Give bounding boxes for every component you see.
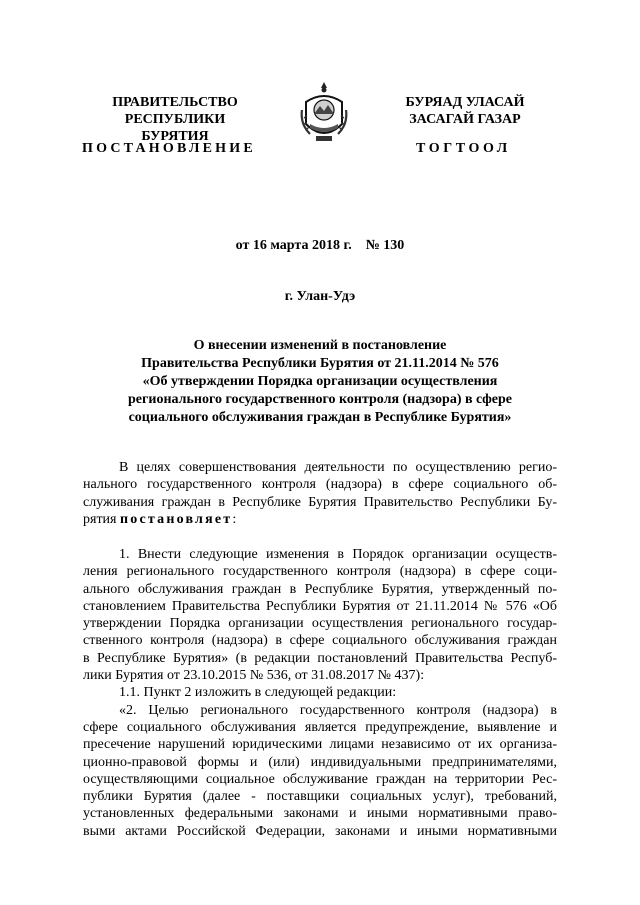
document-date-number: от 16 марта 2018 г. № 130: [235, 238, 405, 253]
header-left: [90, 94, 260, 145]
title-line: Правительства Республики Бурятия от 21.11.2014 № 576: [141, 356, 499, 371]
header-left-line1: ПРАВИТЕЛЬСТВО: [112, 95, 238, 110]
document-city: г. Улан-Удэ: [284, 289, 356, 304]
text-line: пресечение нарушений юридическими лицами независимо от их организа-: [83, 737, 557, 753]
text-line: утверждении Порядка организации осуществления регионального государ-: [83, 616, 557, 632]
text-line: рятия: [83, 511, 117, 527]
text-line: становлением Правительства Республики Бурятия от 21.11.2014 № 576 «Об: [83, 598, 557, 614]
header-right-line1: БУРЯАД УЛАСАЙ: [405, 95, 525, 110]
text-line: ционно-правовой формы и (или) индивидуальными предпринимателями,: [83, 754, 557, 770]
header-left-line2: РЕСПУБЛИКИ БУРЯТИЯ: [124, 112, 226, 144]
text-line: в Республике Бурятия» (в редакции постановлений Правительства Респуб-: [83, 650, 557, 666]
coat-of-arms-icon: [300, 80, 348, 144]
text-line: лики Бурятия от 23.10.2015 № 536, от 31.08.2017 № 437):: [83, 668, 425, 684]
title-line: регионального государственного контроля (надзора) в сфере: [128, 392, 512, 407]
title-line: О внесении изменений в постановление: [193, 338, 447, 353]
text-line: осуществляющими социальное обслуживание граждан на территории Рес-: [83, 771, 557, 787]
text-line-final: [83, 511, 557, 528]
paragraph-amendments: [83, 546, 557, 840]
title-line: «Об утверждении Порядка организации осуществления: [142, 374, 498, 389]
text-line: ления регионального государственного контроля (надзора) в сфере соци-: [83, 564, 557, 580]
text-line: служивания граждан в Республике Бурятия Правительство Республики Бу-: [83, 494, 557, 510]
text-line: выми актами Российской Федерации, законами и иными нормативными: [83, 823, 557, 839]
text-line: сфере социального обслуживания является предупреждение, выявление и: [83, 719, 557, 735]
text-line: «2. Целью регионального государственного контроля (надзора) в: [119, 702, 557, 718]
header-right-doc-type: ТОГТООЛ: [416, 141, 511, 156]
text-line: В целях совершенствования деятельности по осуществлению регио-: [119, 460, 557, 475]
paragraph-preamble: [83, 459, 557, 528]
header-right-line2: ЗАСАГАЙ ГАЗАР: [409, 112, 521, 127]
text-line: ственного контроля (надзора) в сфере социального обслуживания граждан: [83, 633, 557, 649]
header-left-doc-type: ПОСТАНОВЛЕНИЕ: [82, 141, 256, 156]
text-line: ального обслуживания граждан в Республике Бурятия, утвержденный по-: [83, 581, 557, 597]
text-line: нального государственного контроля (надзора) в сфере социального об-: [83, 477, 557, 493]
document-title: [80, 337, 560, 427]
title-line: социального обслуживания граждан в Республике Бурятия»: [128, 410, 512, 425]
text-line: 1. Внести следующие изменения в Порядок организации осуществ-: [119, 547, 557, 562]
header-right: [380, 94, 550, 128]
punctuation: :: [232, 511, 237, 527]
text-line: публики Бурятия (далее - поставщики социальных услуг), требований,: [83, 789, 557, 805]
decree-keyword: постановляет: [120, 511, 233, 527]
text-line: установленных федеральными законами и иными нормативными право-: [83, 806, 557, 822]
text-line: 1.1. Пункт 2 изложить в следующей редакции:: [119, 685, 397, 701]
